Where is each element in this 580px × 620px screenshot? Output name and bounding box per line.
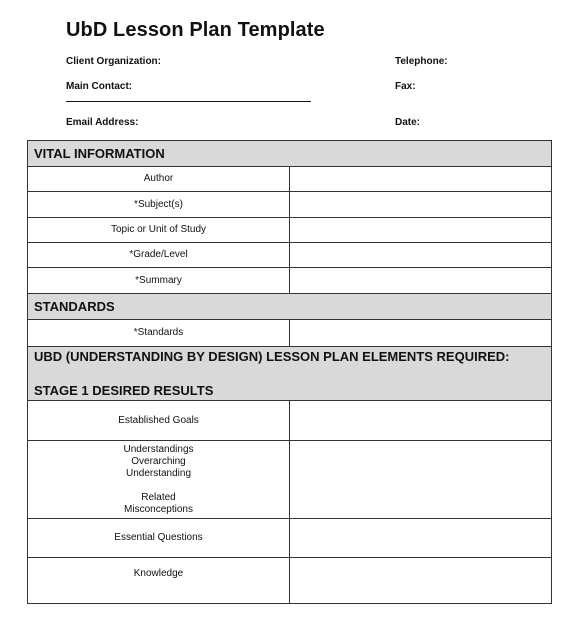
topic-unit-label: Topic or Unit of Study xyxy=(28,218,290,243)
subjects-label: *Subject(s) xyxy=(28,192,290,218)
understandings-line-1: Understandings xyxy=(123,443,194,455)
grade-level-label: *Grade/Level xyxy=(28,243,290,268)
ubd-section xyxy=(28,347,552,401)
email-address-label: Email Address: xyxy=(66,117,139,128)
table-row xyxy=(28,519,552,558)
table-row xyxy=(28,268,552,294)
essential-questions-label: Essential Questions xyxy=(28,519,290,558)
understandings-line-2: Overarching xyxy=(131,455,186,467)
standards-section xyxy=(28,294,552,320)
telephone-label: Telephone: xyxy=(395,56,448,67)
table-row xyxy=(28,558,552,604)
ubd-header-cell xyxy=(28,347,552,401)
author-label: Author xyxy=(28,167,290,192)
established-goals-value-cell[interactable] xyxy=(290,401,552,441)
vital-information-section xyxy=(28,141,552,167)
established-goals-label: Established Goals xyxy=(28,401,290,441)
lesson-plan-table xyxy=(27,140,552,604)
table-row xyxy=(28,167,552,192)
subjects-value-cell[interactable] xyxy=(290,192,552,218)
essential-questions-value-cell[interactable] xyxy=(290,519,552,558)
author-value-cell[interactable] xyxy=(290,167,552,192)
standards-header: STANDARDS xyxy=(28,294,552,320)
date-label: Date: xyxy=(395,117,421,128)
topic-unit-value-cell[interactable] xyxy=(290,218,552,243)
vital-information-header: VITAL INFORMATION xyxy=(28,141,552,167)
fax-label: Fax: xyxy=(395,81,416,92)
knowledge-label-cell xyxy=(28,558,290,604)
understandings-line-3: Understanding xyxy=(125,467,192,479)
table-row xyxy=(28,192,552,218)
main-contact-label: Main Contact: xyxy=(66,81,133,92)
knowledge-value-cell[interactable] xyxy=(290,558,552,604)
table-row xyxy=(28,401,552,441)
signature-line xyxy=(66,101,311,102)
table-row xyxy=(28,218,552,243)
misconceptions-line-1: Related xyxy=(141,491,176,503)
standards-value-cell[interactable] xyxy=(290,320,552,347)
table-row xyxy=(28,320,552,347)
understandings-value-cell[interactable] xyxy=(290,441,552,519)
summary-value-cell[interactable] xyxy=(290,268,552,294)
table-row xyxy=(28,441,552,519)
misconceptions-line-2: Misconceptions xyxy=(124,503,193,515)
understandings-label-cell xyxy=(28,441,290,519)
client-organization-label: Client Organization: xyxy=(66,56,161,67)
grade-level-value-cell[interactable] xyxy=(290,243,552,268)
knowledge-label: Knowledge xyxy=(133,568,184,579)
standards-label: *Standards xyxy=(28,320,290,347)
stage1-header: STAGE 1 DESIRED RESULTS xyxy=(34,383,214,398)
table-row xyxy=(28,243,552,268)
document-title: UbD Lesson Plan Template xyxy=(66,19,325,41)
summary-label: *Summary xyxy=(28,268,290,294)
ubd-header: UBD (UNDERSTANDING BY DESIGN) LESSON PLAN ELEMENTS REQUIRED: xyxy=(34,349,510,364)
